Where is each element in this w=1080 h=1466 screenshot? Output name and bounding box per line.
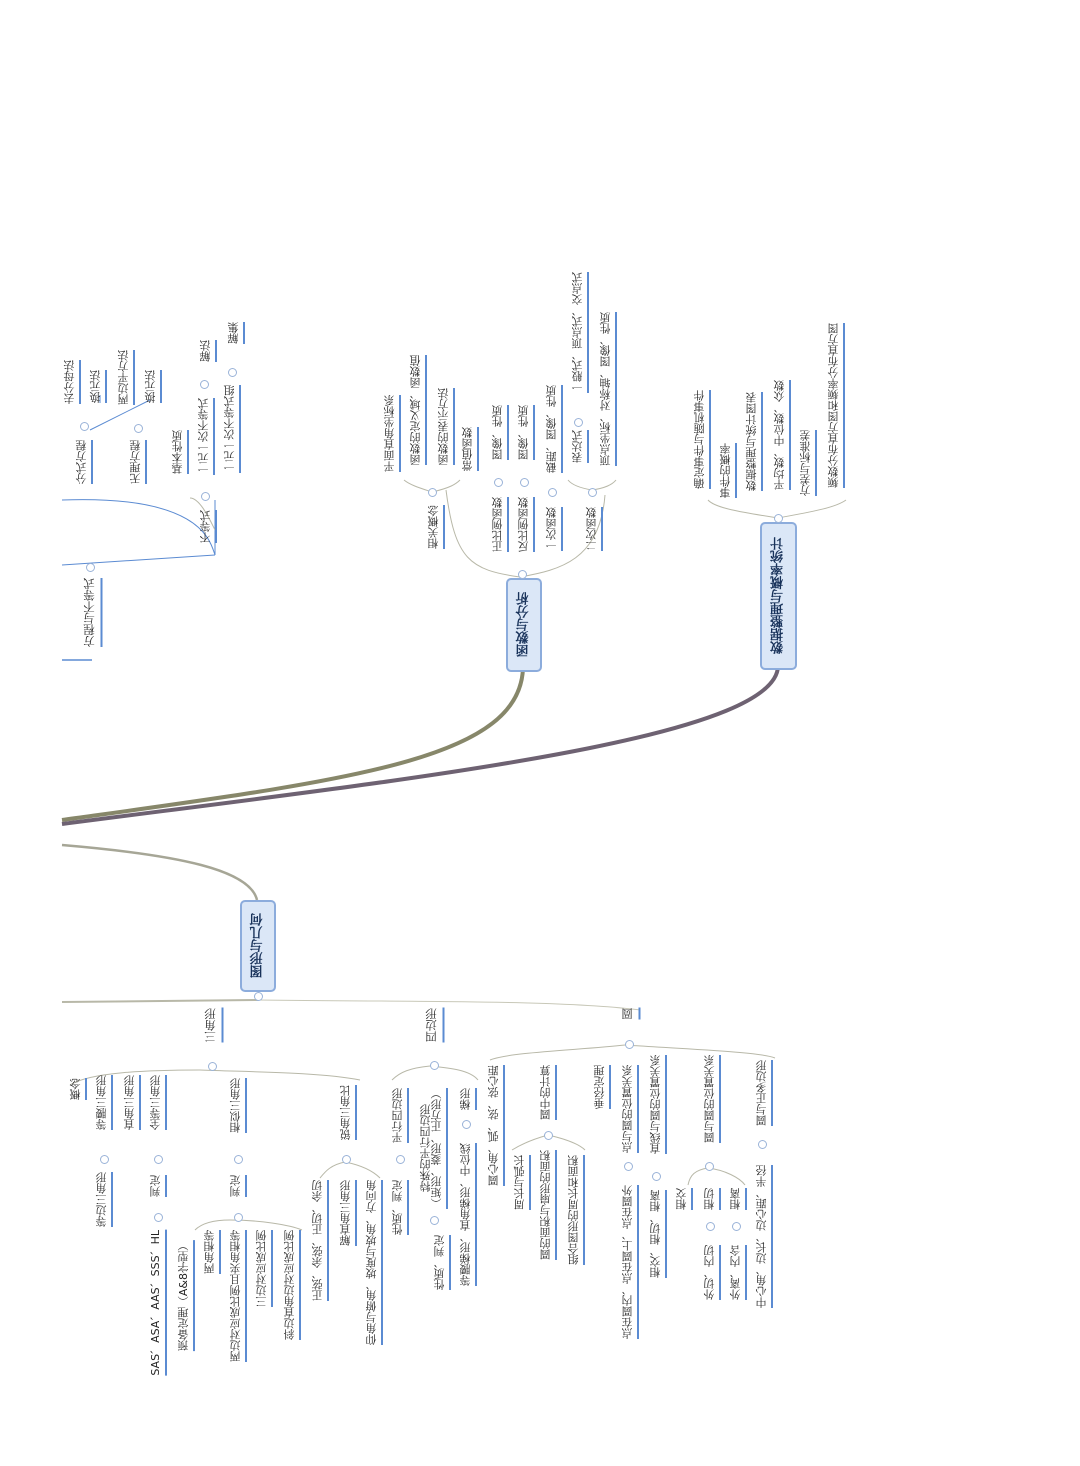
node-circle-item-1[interactable]: 圆心角、弧、弦、弦心距 (488, 1065, 505, 1186)
topic-functions[interactable]: 函数与分析 (506, 578, 542, 672)
node-quadrilateral[interactable]: 四边形 (426, 1008, 445, 1043)
node-similar-item-4[interactable]: 斜边直角边对应成比例 (284, 1230, 301, 1340)
node-related-sub-3[interactable]: 函数的表示方法 (438, 388, 455, 465)
node-circle-polygon[interactable]: 圆与正多边形 (756, 1060, 773, 1126)
collapse-toggle[interactable] (548, 488, 557, 497)
collapse-toggle[interactable] (462, 1120, 471, 1129)
node-special-parallelogram[interactable]: 特殊的平行四边形 （矩形、菱形、正方形） (420, 1088, 448, 1209)
node-perp-theorem[interactable]: 垂径定理 (594, 1065, 611, 1109)
collapse-toggle[interactable] (652, 1172, 661, 1181)
topic-equations[interactable]: 方程与不等式 (84, 578, 103, 647)
collapse-toggle[interactable] (254, 992, 263, 1001)
collapse-toggle[interactable] (625, 1040, 634, 1049)
collapse-toggle[interactable] (86, 563, 95, 572)
node-congruent-judge[interactable]: 判定 (150, 1175, 167, 1197)
collapse-toggle[interactable] (520, 478, 529, 487)
node-similar-judge[interactable]: 判定 (230, 1175, 247, 1197)
collapse-toggle[interactable] (588, 488, 597, 497)
node-trig-functions[interactable]: 正弦、余弦、正切、余切 (312, 1180, 329, 1301)
node-stat-4[interactable]: 平均数、中位数、众数 (774, 380, 791, 490)
collapse-toggle[interactable] (774, 514, 783, 523)
collapse-toggle[interactable] (201, 492, 210, 501)
collapse-toggle[interactable] (706, 1222, 715, 1231)
node-sas[interactable]: SAS、ASA、AAS、SSS、HL (150, 1230, 167, 1376)
node-expression[interactable]: 表达式 (572, 430, 589, 463)
collapse-toggle[interactable] (80, 422, 89, 431)
node-related-concepts[interactable]: 相关概念 (428, 505, 445, 549)
collapse-toggle[interactable] (430, 1216, 439, 1225)
node-circle-calc[interactable]: 圆中的计算 (540, 1065, 557, 1120)
collapse-toggle[interactable] (342, 1155, 351, 1164)
node-acute-trig[interactable]: 锐角三角比 (340, 1085, 357, 1140)
node-combined-area[interactable]: 组合图形的周长和面积 (568, 1155, 585, 1265)
node-irrational-equation[interactable]: 无理方程 (130, 440, 147, 484)
node-linear-function[interactable]: 一次函数 (546, 507, 563, 551)
node-fractional-sub-1[interactable]: 去分母法 (64, 360, 81, 404)
node-sector-area[interactable]: 圆的面积与扇形的面积 (540, 1150, 557, 1260)
node-stat-2[interactable]: 事件的概率 (720, 443, 737, 498)
node-special-sub[interactable]: 性质、判定 (434, 1235, 451, 1290)
node-quadratic-function[interactable]: 二次函数 (586, 507, 603, 551)
node-parallelogram[interactable]: 平行四边形 (392, 1088, 409, 1143)
node-linear-inequality-system-sub[interactable]: 解集 (228, 322, 245, 344)
collapse-toggle[interactable] (234, 1155, 243, 1164)
collapse-toggle[interactable] (705, 1162, 714, 1171)
node-similar-triangle[interactable]: 相似三角形 (230, 1078, 247, 1133)
node-line-circle-sub[interactable]: 相交、相切、相离 (650, 1190, 667, 1278)
collapse-toggle[interactable] (494, 478, 503, 487)
collapse-toggle[interactable] (396, 1155, 405, 1164)
collapse-toggle[interactable] (518, 570, 527, 579)
node-cc-tangent-sub[interactable]: 外切、内切 (704, 1245, 721, 1300)
node-stat-3[interactable]: 数据整理与统计图表 (746, 392, 763, 491)
node-right-triangle[interactable]: 直角三角形 (124, 1075, 141, 1130)
collapse-toggle[interactable] (430, 1061, 439, 1070)
node-related-sub-2[interactable]: 函数的定义域、函数值 (410, 355, 427, 465)
node-inverse-sub[interactable]: 图像、性质 (518, 405, 535, 460)
node-inequality[interactable]: 不等式 (200, 510, 217, 543)
node-expression-sub[interactable]: 一般式、顶点式、交点式 (572, 272, 589, 393)
collapse-toggle[interactable] (134, 424, 143, 433)
collapse-toggle[interactable] (208, 1062, 217, 1071)
collapse-toggle[interactable] (154, 1213, 163, 1222)
node-similar-item-2[interactable]: 两边对应成比例且夹角相等 (230, 1230, 247, 1362)
node-linear-sub[interactable]: 截距、图像、性质 (546, 385, 563, 473)
node-cc-separate-sub[interactable]: 外离、内含 (730, 1245, 747, 1300)
collapse-toggle[interactable] (428, 488, 437, 497)
collapse-toggle[interactable] (228, 368, 237, 377)
collapse-toggle[interactable] (200, 380, 209, 389)
node-fractional-equation[interactable]: 分式方程 (76, 440, 93, 484)
collapse-toggle[interactable] (154, 1155, 163, 1164)
node-cc-separate[interactable]: 相离 (730, 1188, 747, 1210)
collapse-toggle[interactable] (544, 1131, 553, 1140)
node-line-circle[interactable]: 直线与圆的位置关系 (650, 1055, 667, 1154)
collapse-toggle[interactable] (574, 418, 583, 427)
node-linear-inequality-sub[interactable]: 解法 (200, 340, 217, 362)
node-elevation-angles[interactable]: 仰角与俯角、坡度与坡角、方向角 (366, 1180, 383, 1345)
node-arc-length[interactable]: 周长与弧长 (514, 1155, 531, 1210)
node-point-circle-sub[interactable]: 点在圆内、点在圆上、点在圆外 (622, 1185, 639, 1339)
node-concept[interactable]: 概念 (70, 1078, 87, 1100)
node-prep-theorem[interactable]: 预备定理（A&8字型） (178, 1240, 195, 1351)
node-linear-inequality[interactable]: 一元一次不等式 (198, 398, 215, 475)
node-equilateral[interactable]: 等边三角形 (96, 1172, 113, 1227)
node-inverse-function[interactable]: 反比例函数 (518, 497, 535, 552)
node-triangle[interactable]: 三角形 (205, 1008, 224, 1043)
node-congruent[interactable]: 全等三角形 (150, 1075, 167, 1130)
node-proportional-sub[interactable]: 图像、性质 (492, 405, 509, 460)
node-irrational-sub-1[interactable]: 两边平方法 (118, 350, 135, 405)
topic-geometry[interactable]: 图形与几何 (240, 900, 276, 992)
node-vertex[interactable]: 顶点坐标、对称轴、图像、性质 (600, 312, 617, 466)
collapse-toggle[interactable] (758, 1140, 767, 1149)
node-stat-6[interactable]: 频数分布直方图和频率分布直方图 (828, 323, 845, 488)
node-cc-tangent[interactable]: 相切 (704, 1188, 721, 1210)
node-related-sub-4[interactable]: 常值函数 (462, 427, 479, 471)
node-point-circle[interactable]: 点与圆的位置关系 (622, 1065, 639, 1153)
topic-statistics[interactable]: 数据整理与概率统计 (760, 522, 797, 670)
collapse-toggle[interactable] (624, 1162, 633, 1171)
node-cc-intersect[interactable]: 相交 (676, 1188, 693, 1210)
node-parallelogram-sub[interactable]: 性质、判定 (392, 1180, 409, 1235)
node-fractional-sub-2[interactable]: 换元法 (90, 370, 107, 403)
collapse-toggle[interactable] (100, 1155, 109, 1164)
node-solve-right-triangle[interactable]: 解直角三角形 (340, 1180, 357, 1246)
node-stat-1[interactable]: 确定事件与随机事件 (694, 390, 711, 489)
node-similar-item-3[interactable]: 三边对应成比例 (256, 1230, 273, 1307)
node-related-sub-1[interactable]: 平面直角坐标系 (384, 395, 401, 472)
collapse-toggle[interactable] (732, 1222, 741, 1231)
node-polygon-sub[interactable]: 中心角、边长、边心距、半径 (756, 1165, 773, 1308)
node-similar-item-1[interactable]: 两角相等 (204, 1230, 221, 1274)
node-stat-5[interactable]: 方差与标准差 (800, 430, 817, 496)
node-circle[interactable]: 圆 (622, 1008, 641, 1020)
node-midline[interactable]: 等腰梯形、直角梯形、中位线 (460, 1143, 477, 1286)
collapse-toggle[interactable] (234, 1213, 243, 1222)
node-isosceles[interactable]: 等腰三角形 (96, 1075, 113, 1130)
node-basic-property[interactable]: 基本性质 (172, 430, 189, 474)
node-circle-circle[interactable]: 圆与圆的位置关系 (704, 1055, 721, 1143)
node-irrational-sub-2[interactable]: 换元法 (145, 370, 162, 403)
node-linear-inequality-system[interactable]: 一元一次不等式组 (224, 385, 241, 473)
node-trapezoid[interactable]: 梯形 (460, 1088, 477, 1110)
node-proportional-function[interactable]: 正比例函数 (492, 497, 509, 552)
